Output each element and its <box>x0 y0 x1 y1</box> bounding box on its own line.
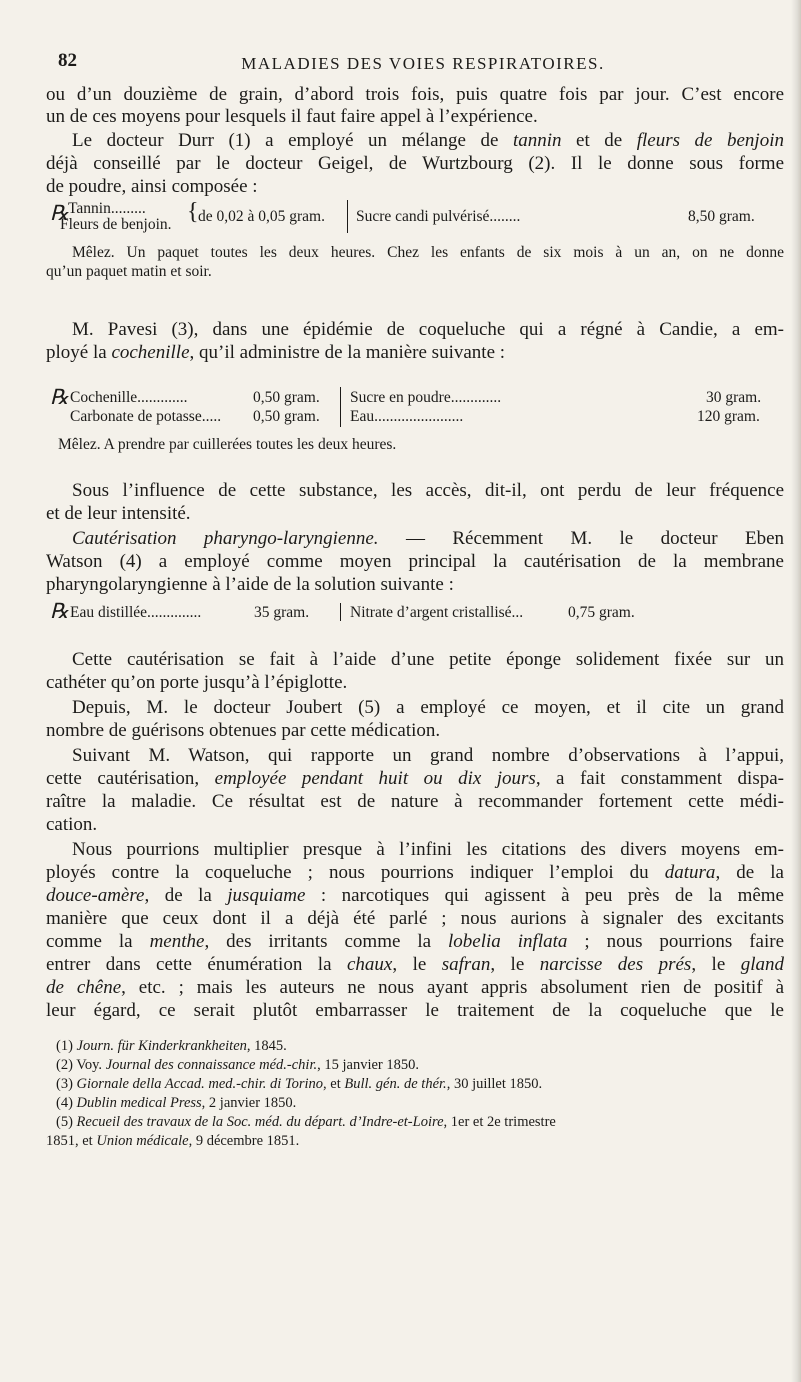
text-line: Cette cautérisation se fait à l’aide d’une petite éponge solidement fixée sur un <box>72 649 784 670</box>
drug-name: douce-amère <box>46 885 145 906</box>
text-line: raître la maladie. Ce résultat est de nature à recommander fortement cette médi- <box>46 791 784 812</box>
text-run: (4) <box>56 1095 77 1111</box>
text-run: (3) <box>56 1076 77 1092</box>
recipe-item: Eau....................... <box>350 408 464 425</box>
page-header <box>58 50 788 78</box>
text-line: cation. <box>46 814 98 835</box>
recipe-note: Mêlez. A prendre par cuillerées toutes les deux heures. <box>58 436 397 453</box>
text-run: comme la <box>46 931 150 952</box>
recipe-dose: de 0,02 à 0,05 gram. <box>198 208 325 225</box>
text-line <box>46 768 784 790</box>
text-line: M. Pavesi (3), dans une épidémie de coqueluche qui a régné à Candie, a em- <box>72 319 784 340</box>
recipe-item: Sucre candi pulvérisé........ <box>356 208 521 225</box>
text-line: ou d’un douzième de grain, d’abord trois fois, puis quatre fois par jour. C’est encore <box>46 84 784 105</box>
recipe-item: Carbonate de potasse..... <box>70 408 222 425</box>
recipe-dose: 0,50 gram. <box>253 408 320 425</box>
footnote <box>46 1132 299 1150</box>
text-run: et de <box>561 130 637 151</box>
citation-title: Bull. gén. de thér. <box>344 1076 447 1092</box>
text-run: (1) <box>56 1038 77 1054</box>
text-run: , et <box>323 1076 345 1092</box>
text-run: , etc. ; mais les auteurs ne nous ayant appris absolument rien de positif à <box>121 977 785 998</box>
text-line: déjà conseillé par le docteur Geigel, de Wurtzbourg (2). Il le donne sous forme <box>46 153 784 174</box>
text-run: (5) <box>56 1114 77 1130</box>
text-line: cathéter qu’on porte jusqu’à l’épiglotte. <box>46 672 348 693</box>
drug-name: gland <box>740 954 784 975</box>
recipe-item: Fleurs de benjoin. <box>60 216 172 233</box>
text-run: , de la <box>144 885 228 906</box>
text-run: cette cautérisation, <box>46 768 215 789</box>
text-run: , 15 janvier 1850. <box>317 1057 419 1073</box>
brace: { <box>187 199 199 225</box>
recipe-note: qu’un paquet matin et soir. <box>46 263 212 280</box>
text-line: pharyngolaryngienne à l’aide de la solution suivante : <box>46 574 454 595</box>
recipe-dose: 0,50 gram. <box>253 389 320 406</box>
text-line: et de leur intensité. <box>46 503 191 524</box>
text-line <box>46 862 784 884</box>
drug-name: narcisse des prés <box>539 954 692 975</box>
text-run: , de la <box>715 862 784 883</box>
text-run: , 1er et 2e trimestre <box>443 1114 556 1130</box>
recipe-item: Tannin......... <box>68 200 146 217</box>
citation-title: Union médicale <box>96 1133 189 1149</box>
text-run: , a fait constamment dispa- <box>535 768 784 789</box>
recipe-item: Sucre en poudre............. <box>350 389 502 406</box>
citation-title: Dublin medical Press <box>76 1095 202 1111</box>
text-line: de poudre, ainsi composée : <box>46 176 258 197</box>
drug-name: tannin <box>512 130 562 151</box>
recipe-note: Mêlez. Un paquet toutes les deux heures. Chez les enfants de six mois à un an, on ne donne <box>72 244 784 261</box>
emphasis: employée pendant huit ou dix jours <box>214 768 536 789</box>
footnote <box>56 1075 542 1093</box>
recipe-symbol: ℞ <box>50 599 69 623</box>
text-line: Watson (4) a employé comme moyen principal la cautérisation de la membrane <box>46 551 784 572</box>
text-run: , le <box>392 954 442 975</box>
column-rule <box>340 387 341 427</box>
text-run: Le docteur Durr (1) a employé un mélange de <box>72 130 513 151</box>
page-number: 82 <box>58 50 77 71</box>
text-run: , 9 décembre 1851. <box>188 1133 300 1149</box>
text-run: — Récemment M. le docteur Eben <box>378 528 785 549</box>
text-line: un de ces moyens pour lesquels il faut faire appel à l’expérience. <box>46 106 538 127</box>
text-run: , 2 janvier 1850. <box>201 1095 297 1111</box>
text-run: , 30 juillet 1850. <box>446 1076 543 1092</box>
text-line: Sous l’influence de cette substance, les accès, dit-il, ont perdu de leur fréquence <box>72 480 784 501</box>
text-run: , le <box>691 954 741 975</box>
text-line: Nous pourrions multiplier presque à l’infini les citations des divers moyens em- <box>72 839 784 860</box>
text-line: manière que ceux dont il a déjà été parlé ; nous aurions à signaler des excitants <box>46 908 784 929</box>
recipe-dose: 120 gram. <box>697 408 760 425</box>
text-run: ployé la <box>46 342 112 363</box>
citation-title: Recueil des travaux de la Soc. méd. du départ. d’Indre-et-Loire <box>76 1114 444 1130</box>
text-run: , qu’il administre de la manière suivante : <box>189 342 506 363</box>
text-run: entrer dans cette énumération la <box>46 954 347 975</box>
drug-name: safran <box>441 954 491 975</box>
text-run: (2) Voy. <box>56 1057 106 1073</box>
footnote <box>56 1056 419 1074</box>
drug-name: chaux <box>346 954 393 975</box>
citation-title: Giornale della Accad. med.-chir. di Torino <box>76 1076 324 1092</box>
drug-name: de chêne <box>46 977 122 998</box>
text-run: , 1845. <box>246 1038 287 1054</box>
text-run: , des irritants comme la <box>204 931 449 952</box>
text-run: : narcotiques qui agissent à peu près de la même <box>305 885 784 906</box>
text-run: ; nous pourrions faire <box>567 931 784 952</box>
drug-name: menthe <box>149 931 205 952</box>
citation-title: Journal des connaissance méd.-chir. <box>105 1057 318 1073</box>
recipe-item: Cochenille............. <box>70 389 188 406</box>
text-run: ployés contre la coqueluche ; nous pourrions indiquer l’emploi du <box>46 862 665 883</box>
text-line <box>46 528 784 550</box>
drug-name: datura <box>664 862 716 883</box>
footnote <box>56 1094 296 1112</box>
drug-name: cochenille <box>111 342 190 363</box>
text-run: , le <box>490 954 540 975</box>
text-line <box>46 885 784 907</box>
drug-name: fleurs de benjoin <box>636 130 784 151</box>
text-line: leur égard, ce serait plutôt embarrasser le traitement de la coqueluche que le <box>46 1000 784 1021</box>
text-line <box>46 954 784 976</box>
text-line <box>46 977 784 999</box>
drug-name: lobelia inflata <box>448 931 568 952</box>
column-rule <box>340 603 341 621</box>
text-line <box>46 342 505 364</box>
text-line <box>46 931 784 953</box>
recipe-dose: 8,50 gram. <box>688 208 755 225</box>
text-line: nombre de guérisons obtenues par cette médication. <box>46 720 441 741</box>
recipe-item: Nitrate d’argent cristallisé... <box>350 604 524 621</box>
recipe-dose: 30 gram. <box>706 389 762 406</box>
recipe-dose: 35 gram. <box>254 604 310 621</box>
recipe-symbol: ℞ <box>50 201 69 225</box>
page-edge-shadow <box>791 0 801 1382</box>
text-line: Depuis, M. le docteur Joubert (5) a employé ce moyen, et il cite un grand <box>72 697 784 718</box>
recipe-item: Eau distillée.............. <box>70 604 202 621</box>
running-title: MALADIES DES VOIES RESPIRATOIRES. <box>241 54 605 73</box>
text-line <box>46 130 784 152</box>
text-line: Suivant M. Watson, qui rapporte un grand nombre d’observations à l’appui, <box>72 745 784 766</box>
column-rule <box>347 200 348 233</box>
citation-title: Journ. für Kinderkrankheiten <box>76 1038 247 1054</box>
recipe-symbol: ℞ <box>50 385 69 409</box>
drug-name: jusquiame <box>227 885 306 906</box>
text-run: 1851, et <box>46 1133 97 1149</box>
footnote <box>56 1113 556 1131</box>
footnote <box>56 1037 287 1055</box>
recipe-dose: 0,75 gram. <box>568 604 635 621</box>
section-heading: Cautérisation pharyngo-laryngienne. <box>72 528 379 549</box>
